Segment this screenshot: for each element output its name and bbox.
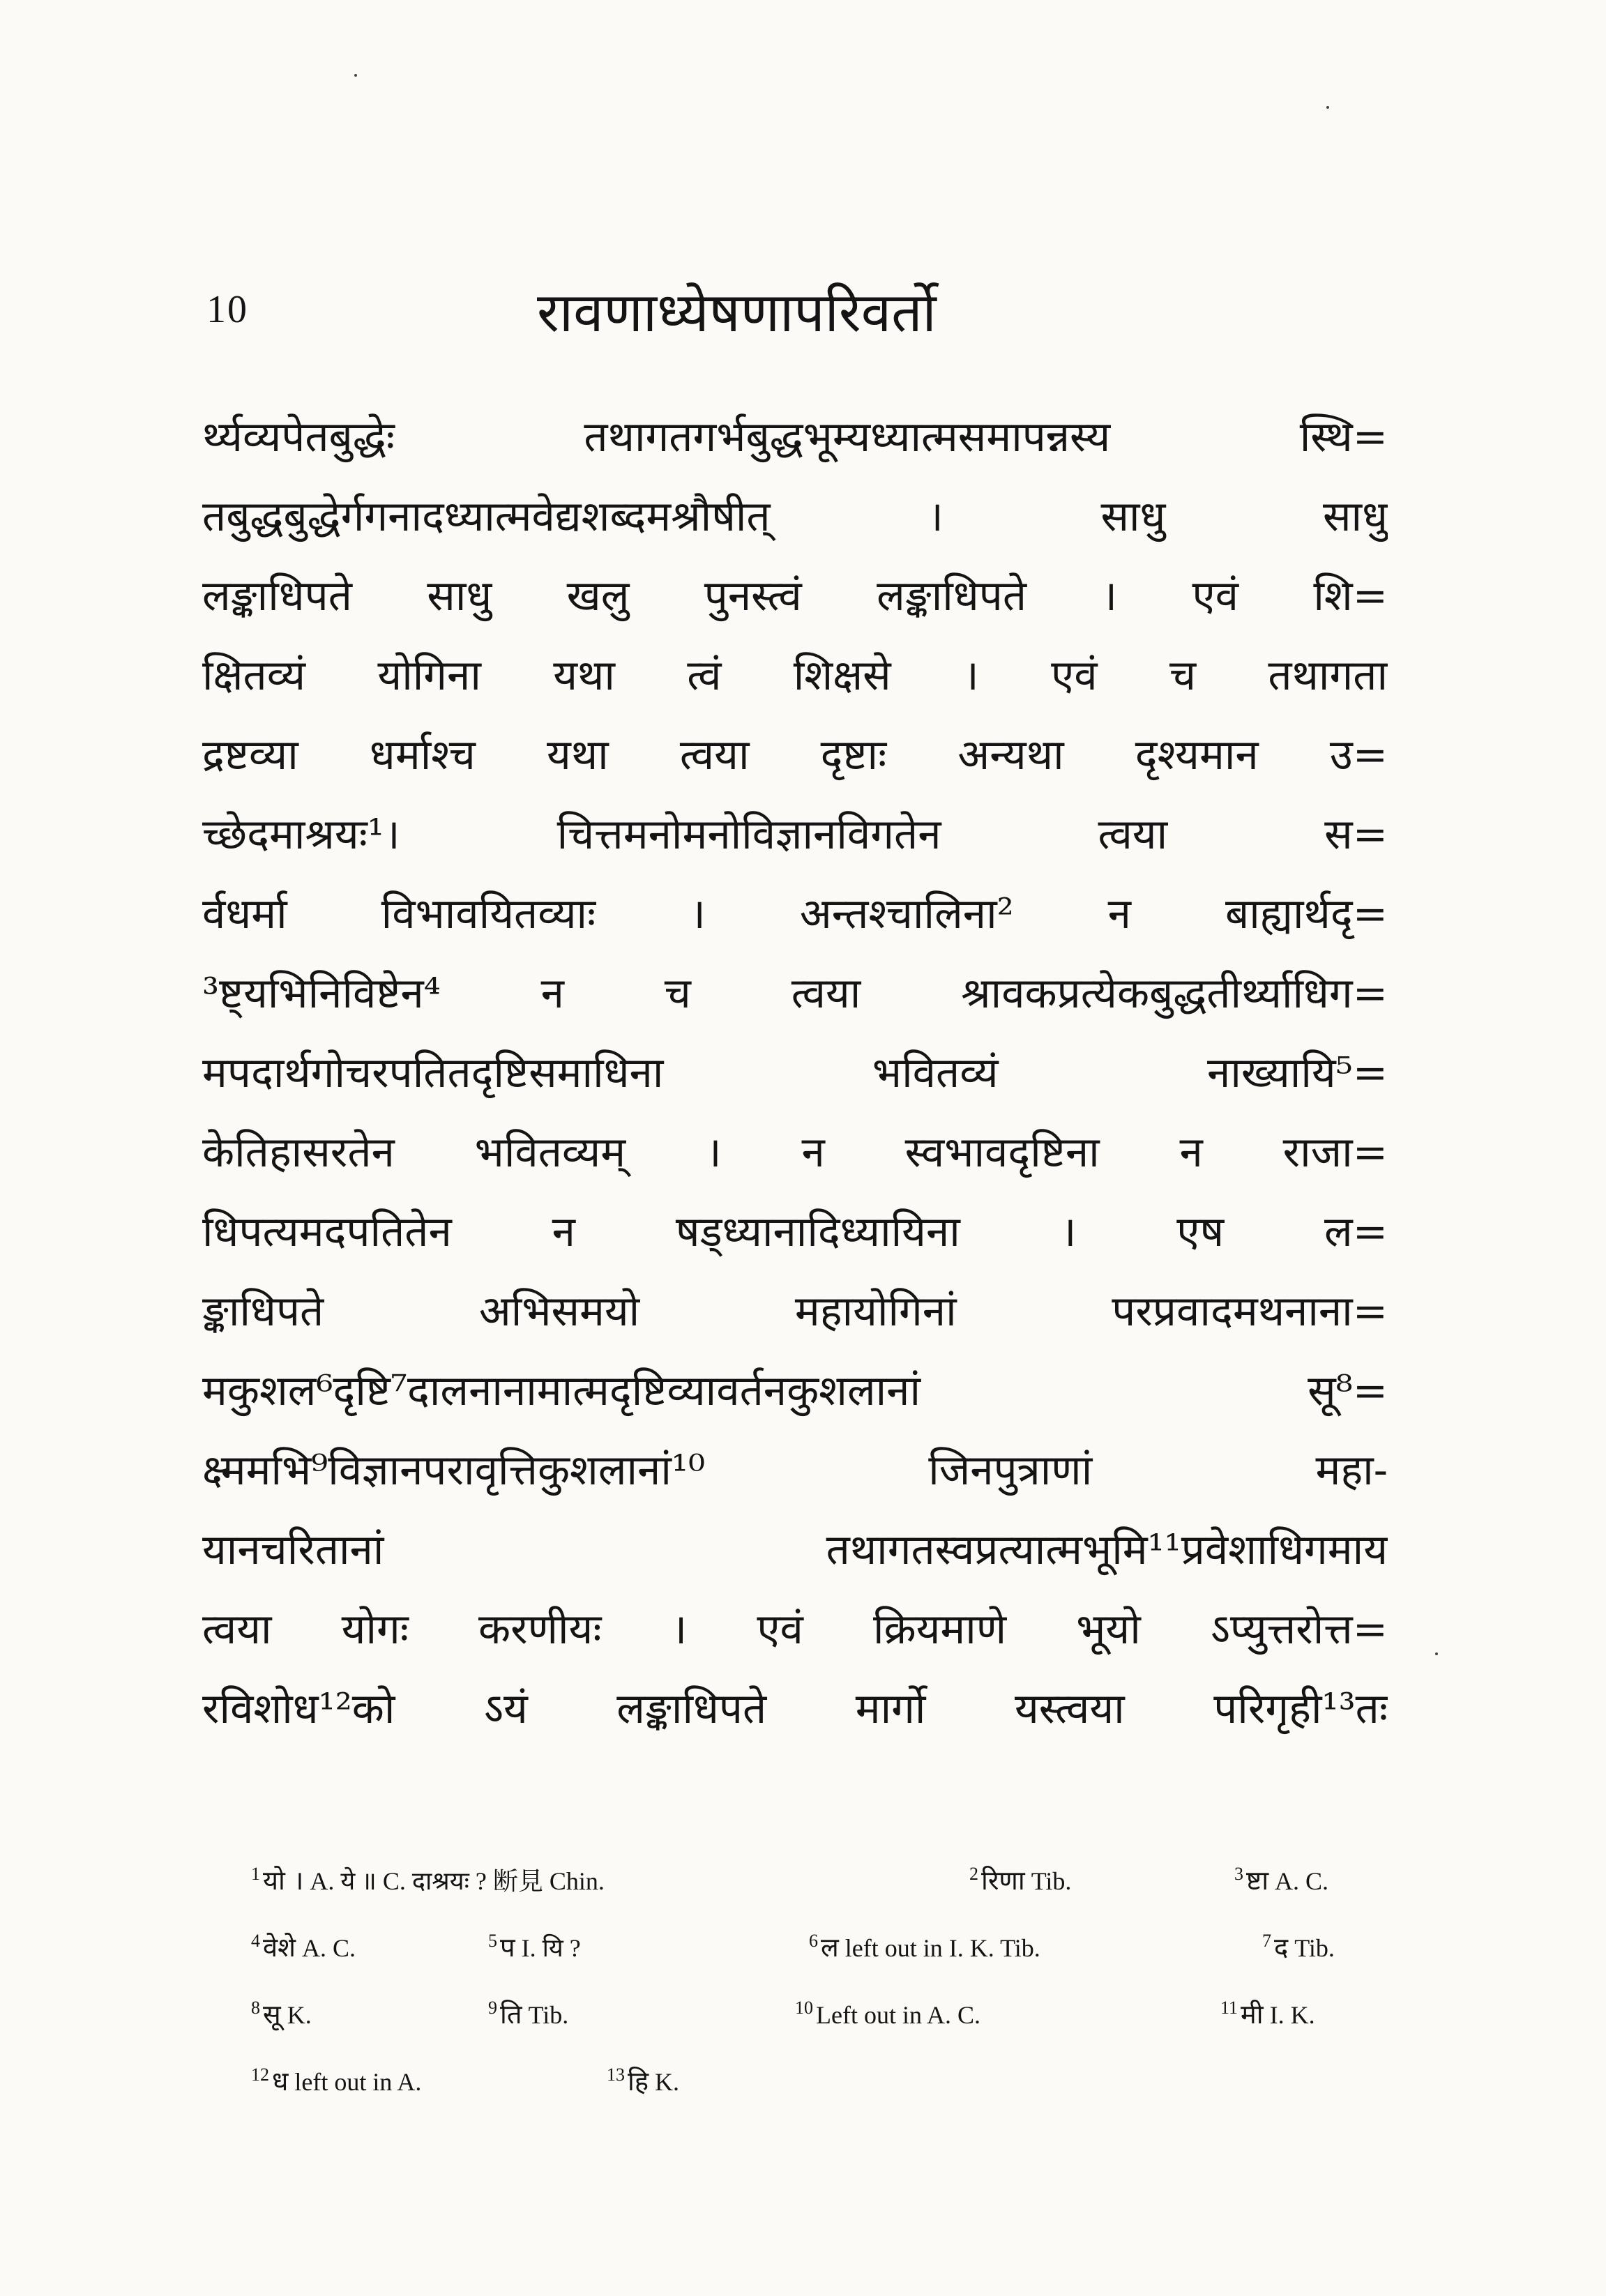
- text-line: तबुद्धबुद्धेर्गगनादध्यात्मवेद्यशब्दमश्रौषीत् । साधु साधु: [202, 492, 1388, 541]
- footnote-8: $^8$ सू K.: [251, 1998, 312, 2030]
- footnote-row: [251, 2042, 1395, 2108]
- text-line: र्थ्यव्यपेतबुद्धेः तथागतगर्भबुद्धभूम्यध्यात्मसमापन्नस्य स्थि=: [202, 413, 1388, 462]
- page-number: 10: [206, 288, 248, 331]
- footnote-13: $^{13}$ हि K.: [607, 2065, 680, 2097]
- text-line: लङ्काधिपते साधु खलु पुनस्त्वं लङ्काधिपते । एवं शि=: [202, 572, 1388, 621]
- footnote-11: $^{11}$ मी I. K.: [1220, 1998, 1315, 2030]
- footnote-4: $^4$ वेशे A. C.: [251, 1931, 356, 1963]
- footnote-10: $^{10}$ Left out in A. C.: [795, 1998, 980, 2029]
- text-line: रविशोध¹²को ऽयं लङ्काधिपते मार्गो यस्त्वया परिगृही¹³तः: [202, 1685, 1388, 1733]
- footnote-6: $^6$ ल left out in I. K. Tib.: [809, 1931, 1040, 1963]
- sanskrit-body-text: [202, 397, 1388, 1749]
- paper-speck: [1435, 1652, 1438, 1655]
- paper-speck: [1326, 106, 1329, 109]
- text-line: द्रष्टव्या धर्माश्च यथा त्वया दृष्टाः अन्यथा दृश्यमान उ=: [202, 731, 1388, 780]
- text-line: केतिहासरतेन भवितव्यम् । न स्वभावदृष्टिना न राजा=: [202, 1128, 1388, 1177]
- footnote-12: $^{12}$ ध left out in A.: [251, 2065, 422, 2097]
- footnote-1: $^1$ यो । A. ये ॥ C. दाश्रयः ? 断見 Chin.: [251, 1864, 605, 1896]
- running-title: रावणाध्येषणापरिवर्तो: [537, 282, 937, 344]
- footnote-row: [251, 1908, 1395, 1975]
- footnote-7: $^7$ द Tib.: [1262, 1931, 1335, 1963]
- text-line: मकुशल⁶दृष्टि⁷दालनानामात्मदृष्टिव्यावर्तनकुशलानां सू⁸=: [202, 1367, 1388, 1415]
- text-line: क्षितव्यं योगिना यथा त्वं शिक्षसे । एवं च तथागता: [202, 651, 1388, 700]
- paper-speck: [354, 74, 357, 77]
- footnotes: [251, 1841, 1395, 2108]
- footnote-row: [251, 1975, 1395, 2042]
- footnote-2: $^2$ रिणा Tib.: [969, 1864, 1072, 1896]
- text-line: त्वया योगः करणीयः । एवं क्रियमाणे भूयो ऽप्युत्तरोत्त=: [202, 1605, 1388, 1654]
- text-line: च्छेदमाश्रयः¹। चित्तमनोमनोविज्ञानविगतेन त्वया स=: [202, 810, 1388, 859]
- text-line: यानचरितानां तथागतस्वप्रत्यात्मभूमि¹¹प्रवेशाधिगमाय: [202, 1526, 1388, 1574]
- footnote-row: [251, 1841, 1395, 1908]
- text-line: ङ्काधिपते अभिसमयो महायोगिनां परप्रवादमथनाना=: [202, 1287, 1388, 1336]
- text-line: धिपत्यमदपतितेन न षड्ध्यानादिध्यायिना । एष ल=: [202, 1208, 1388, 1256]
- text-line: क्ष्ममभि⁹विज्ञानपरावृत्तिकुशलानां¹⁰ जिनपुत्राणां महा-: [202, 1446, 1388, 1495]
- text-line: ³ष्ट्यभिनिविष्टेन⁴ न च त्वया श्रावकप्रत्येकबुद्धतीर्थ्याधिग=: [202, 969, 1388, 1018]
- text-line: मपदार्थगोचरपतितदृष्टिसमाधिना भवितव्यं नाख्यायि⁵=: [202, 1049, 1388, 1097]
- footnote-9: $^9$ ति Tib.: [488, 1998, 569, 2030]
- footnote-5: $^5$ प I. यि ?: [488, 1931, 581, 1963]
- footnote-3: $^3$ ष्टा A. C.: [1234, 1864, 1329, 1896]
- text-line: र्वधर्मा विभावयितव्याः । अन्तश्चालिना² न बाह्यार्थदृ=: [202, 890, 1388, 938]
